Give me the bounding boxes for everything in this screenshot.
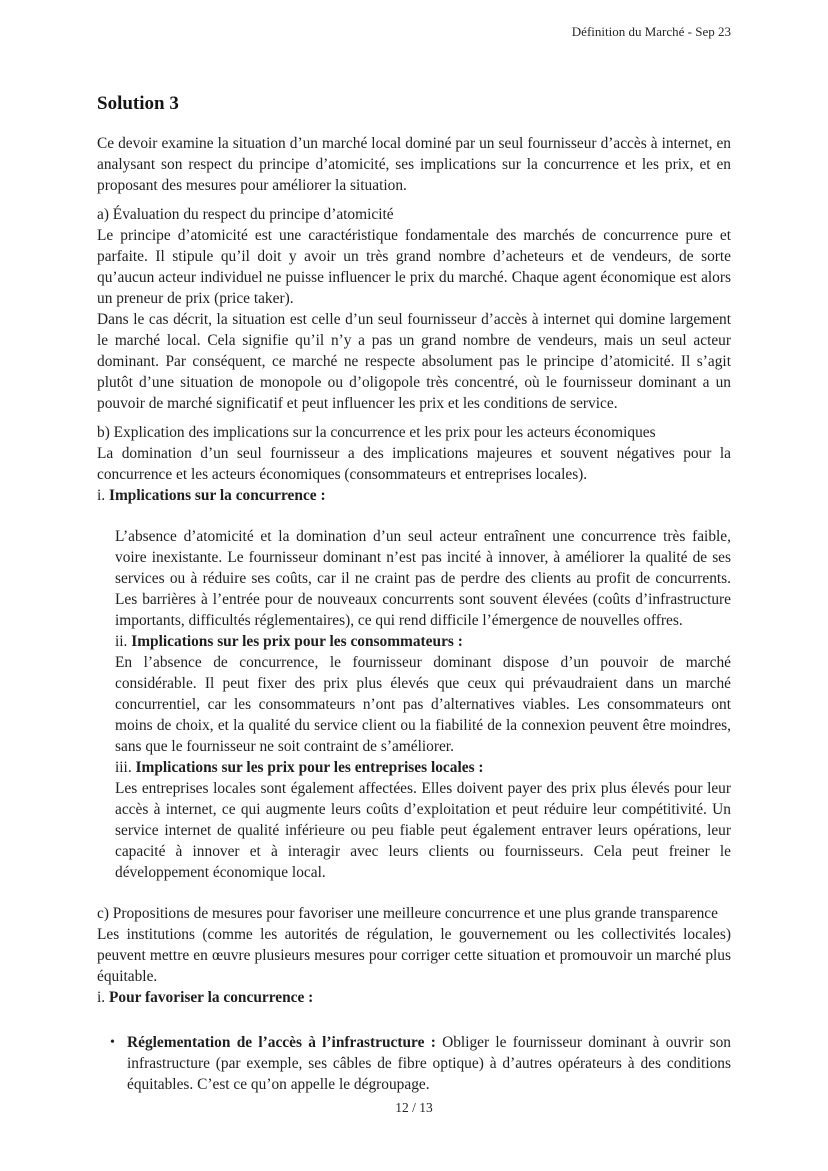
page-number: 12 / 13 — [395, 1100, 433, 1115]
header-document-title: Définition du Marché - Sep 23 — [571, 24, 731, 39]
document-title: Solution 3 — [97, 93, 179, 114]
bullet-text: Obliger le fournisseur dominant à ouvrir son infrastructure (par exemple, ses câbles de fibre optique) à d’autres opérateurs à des conditions équitables. C’est ce qu’on appelle le dégroupage. — [127, 1034, 731, 1093]
bullet-list-item — [97, 1032, 731, 1095]
block-paragraph-i: L’absence d’atomicité et la domination d’un seul acteur entraînent une concurrence très faible, voire inexistante. Le fournisseur dominant n’est pas incité à innover, à améliorer la qualité de ses services ou à réduire ses coûts, car il ne craint pas de perdre des clients au profit de concurrents. Les barrières à l’entrée pour de nouveaux concurrents sont souvent élevées (coûts d’infrastructure importants, difficultés réglementaires), ce qui rend difficile l’émergence de nouvelles offres. — [115, 528, 731, 629]
section-b-indented-block — [115, 526, 731, 883]
section-a-paragraph-1: Le principe d’atomicité est une caractéristique fondamentale des marchés de concurrence pure et parfaite. Il stipule qu’il doit y avoir un très grand nombre d’acheteurs et de vendeurs, de sorte qu’aucun acteur individuel ne puisse influencer le prix du marché. Chaque agent économique est alors un preneur de prix (price taker). — [97, 227, 731, 307]
section-c-paragraph: Les institutions (comme les autorités de régulation, le gouvernement ou les collectivités locales) peuvent mettre en œuvre plusieurs mesures pour corriger cette situation et promouvoir un marché plus équitable. — [97, 926, 731, 985]
page-footer — [97, 1100, 731, 1116]
section-c-heading: c) Propositions de mesures pour favoriser une meilleure concurrence et une plus grande transparence — [97, 905, 718, 922]
c-item-i-label: Pour favoriser la concurrence : — [108, 989, 314, 1006]
section-b-paragraph: La domination d’un seul fournisseur a des implications majeures et souvent négatives pour la concurrence et les acteurs économiques (consommateurs et entreprises locales). — [97, 445, 731, 483]
section-a-paragraph-2: Dans le cas décrit, la situation est celle d’un seul fournisseur d’accès à internet qui domine largement le marché local. Cela signifie qu’il n’y a pas un grand nombre de vendeurs, mais un seul acteur dominant. Par conséquent, ce marché ne respecte absolument pas le principe d’atomicité. Il s’agit plutôt d’une situation de monopole ou d’oligopole très concentré, où le fournisseur dominant a un pouvoir de marché significatif et peut influencer les prix et les conditions de service. — [97, 311, 731, 412]
section-c-item-i — [97, 987, 731, 1008]
document-page — [97, 0, 731, 1095]
item-i-prefix: i. — [97, 487, 109, 504]
bullet-bold-lead: Réglementation de l’accès à l’infrastructure : — [127, 1034, 436, 1051]
section-b-heading: b) Explication des implications sur la concurrence et les prix pour les acteurs économiques — [97, 424, 656, 441]
section-b-item-i — [97, 485, 731, 506]
section-a-heading: a) Évaluation du respect du principe d’atomicité — [97, 206, 394, 223]
intro-paragraph: Ce devoir examine la situation d’un marché local dominé par un seul fournisseur d’accès à internet, en analysant son respect du principe d’atomicité, ses implications sur la concurrence et les prix, et en proposant des mesures pour améliorer la situation. — [97, 135, 731, 194]
item-ii-label: Implications sur les prix pour les consommateurs : — [131, 633, 463, 650]
block-paragraph-iii: Les entreprises locales sont également affectées. Elles doivent payer des prix plus élevés pour leur accès à internet, ce qui augmente leurs coûts d’exploitation et peut réduire leur compétitivité. Un service internet de qualité inférieure ou peu fiable peut également entraver leurs opérations, leur capacité à innover et à interagir avec leurs clients ou fournisseurs. Cela peut freiner le développement économique local. — [115, 780, 731, 881]
item-ii-prefix: ii. — [115, 633, 132, 650]
block-item-ii — [115, 631, 731, 652]
bullet-icon: • — [110, 1035, 115, 1050]
item-iii-prefix: iii. — [115, 759, 136, 776]
item-iii-label: Implications sur les prix pour les entreprises locales : — [135, 759, 484, 776]
block-paragraph-ii: En l’absence de concurrence, le fournisseur dominant dispose d’un pouvoir de marché considérable. Il peut fixer des prix plus élevés que ceux qui prévaudraient dans un marché concurrentiel, car les consommateurs n’ont pas d’alternatives viables. Les consommateurs ont moins de choix, et la qualité du service client ou la fiabilité de la connexion peuvent être moindres, sans que le fournisseur ne soit contraint de s’améliorer. — [115, 654, 731, 755]
block-item-iii — [115, 757, 731, 778]
item-i-label: Implications sur la concurrence : — [108, 487, 326, 504]
c-item-i-prefix: i. — [97, 989, 109, 1006]
